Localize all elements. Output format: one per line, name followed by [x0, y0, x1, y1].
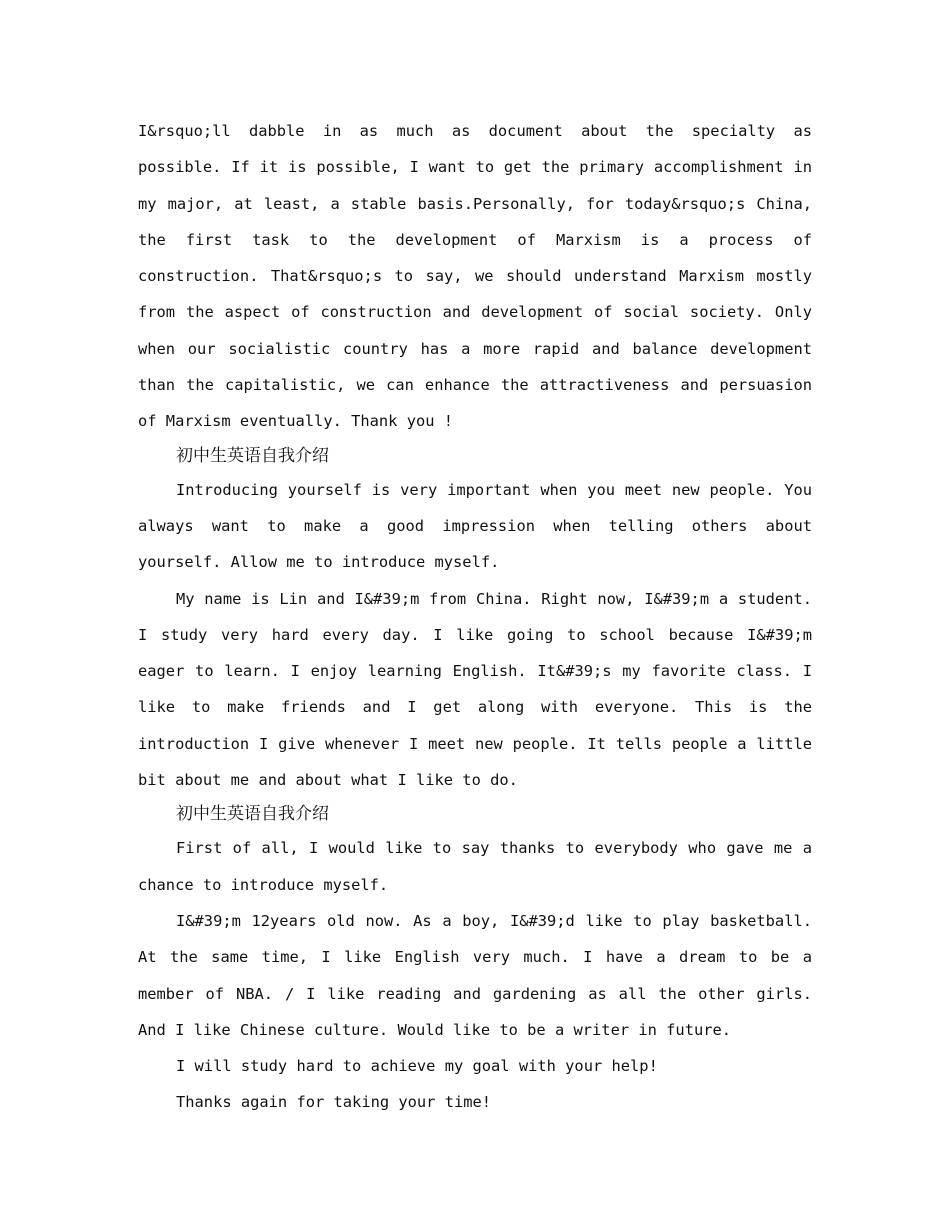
section-heading-1: 初中生英语自我介绍 — [176, 445, 329, 466]
paragraph-introducing: Introducing yourself is very important when you meet new people. You always want to make a good impression when telling others about yourself. Allow me to introduce myself. — [138, 480, 812, 572]
document-body — [138, 113, 812, 1121]
paragraph-marxism: I&rsquo;ll dabble in as much as document about the specialty as possible. If it is possible, I want to get the primary accomplishment in my major, at least, a stable basis.Personally, for today&rsquo;s China, the first task to the development of Marxism is a process of construction. That&rsquo;s to say, we should understand Marxism mostly from the aspect of construction and development of social society. Only when our socialistic country has a more rapid and balance development than the capitalistic, we can enhance the attractiveness and persuasion of Marxism eventually. Thank you ! — [138, 122, 812, 431]
paragraph-study-hard: I will study hard to achieve my goal with your help! — [176, 1057, 658, 1076]
paragraph-age: I&#39;m 12years old now. As a boy, I&#39;d like to play basketball. At the same time, I like English very much. I have a dream to be a member of NBA. / I like reading and gardening as all the other girls. And I like Chinese culture. Would like to be a writer in future. — [138, 911, 812, 1039]
paragraph-thanks: First of all, I would like to say thanks to everybody who gave me a chance to introduce myself. — [138, 839, 812, 894]
section-heading-2: 初中生英语自我介绍 — [176, 804, 329, 825]
paragraph-thanks-again: Thanks again for taking your time! — [176, 1093, 492, 1112]
paragraph-lin: My name is Lin and I&#39;m from China. Right now, I&#39;m a student. I study very hard every day. I like going to school because I&#39;m eager to learn. I enjoy learning English. It&#39;s my favorite class. I like to make friends and I get along with everyone. This is the introduction I give whenever I meet new people. It tells people a little bit about me and about what I like to do. — [138, 589, 812, 790]
